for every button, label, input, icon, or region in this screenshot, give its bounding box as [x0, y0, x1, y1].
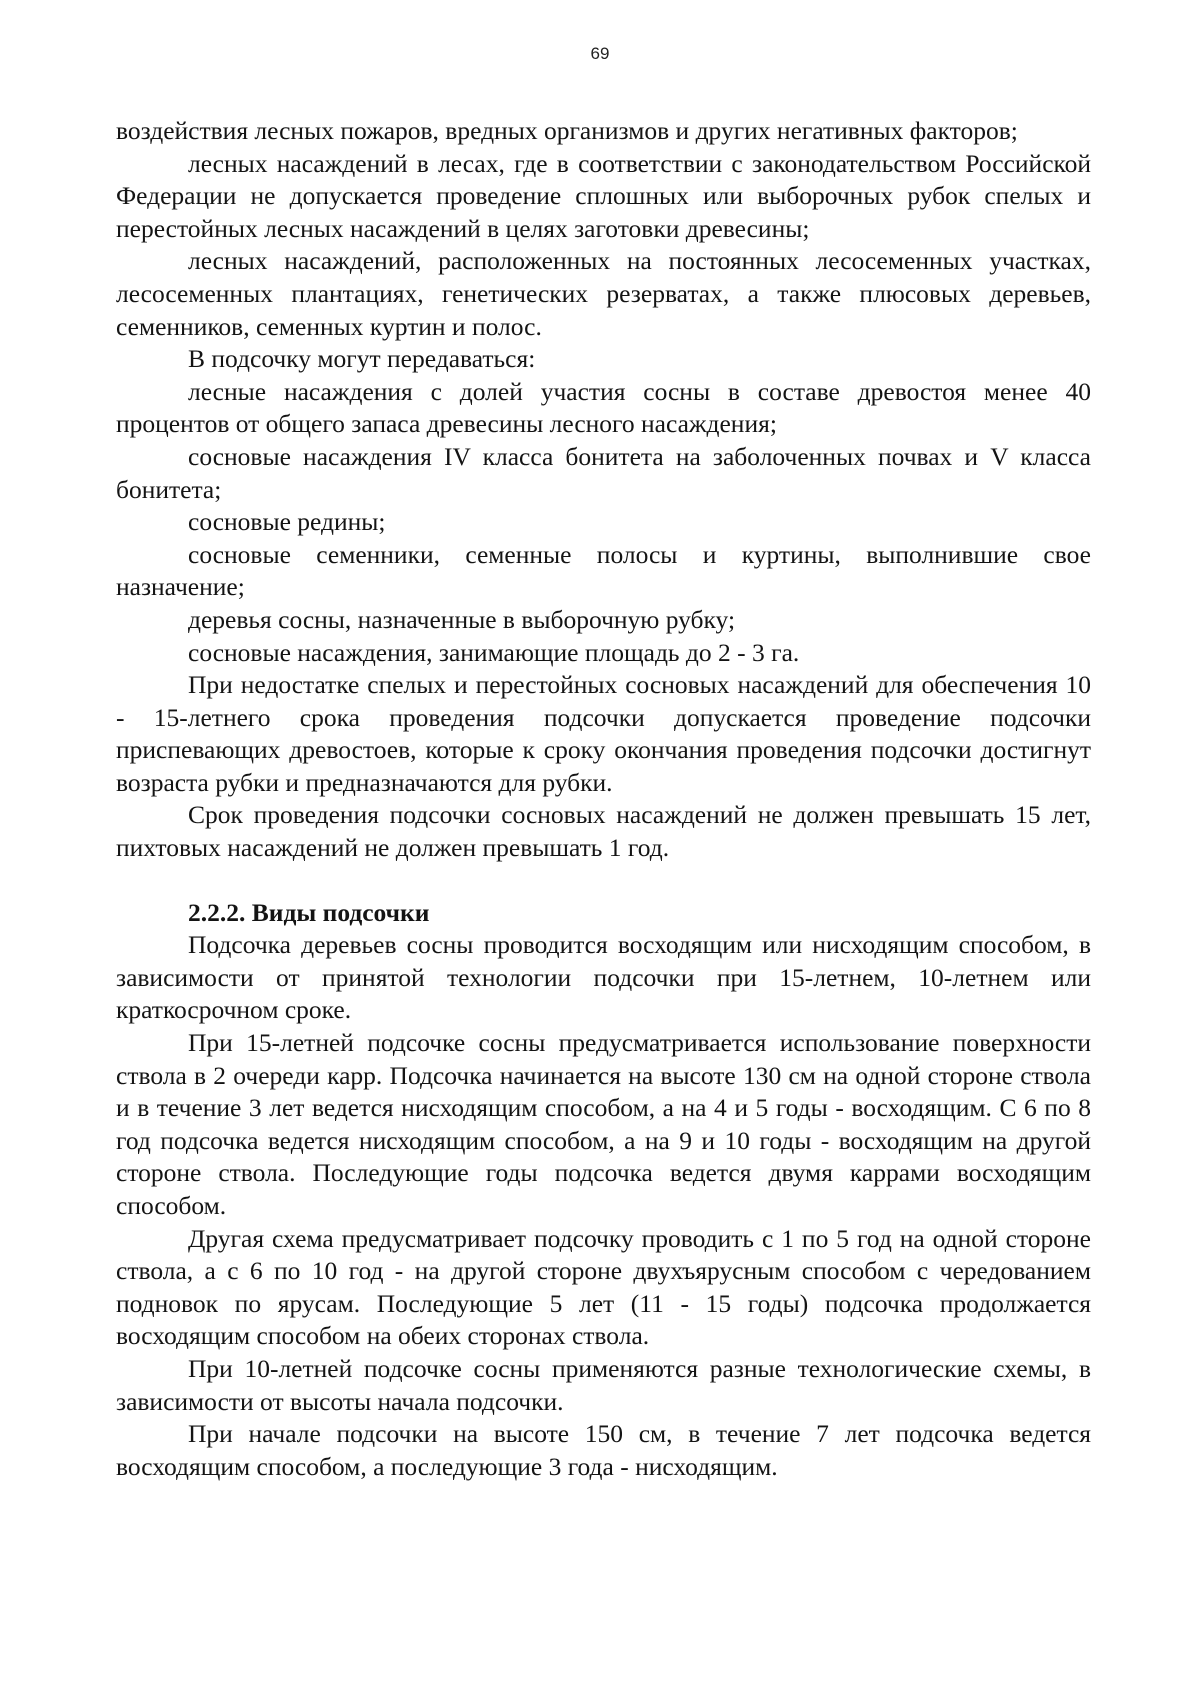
- section-heading: 2.2.2. Виды подсочки: [188, 897, 430, 927]
- paragraph: При 15-летней подсочке сосны предусматривается использование поверхности ствола в 2 очереди карр. Подсочка начинается на высоте 130 см на одной стороне ствола и в течение 3 лет ведется нисходящим способом, а на 4 и 5 годы - восходящим. С 6 по 8 год подсочка ведется нисходящим способом, а на 9 и 10 годы - восходящим на другой стороне ствола. Последующие годы подсочка ведется двумя каррами восходящим способом.: [116, 1028, 1091, 1220]
- paragraph: лесных насаждений, расположенных на постоянных лесосеменных участках, лесосеменных плантациях, генетических резерватах, а также плюсовых деревьев, семенников, семенных куртин и полос.: [116, 246, 1091, 341]
- paragraph: сосновые насаждения, занимающие площадь до 2 - 3 га.: [188, 637, 800, 667]
- paragraph: лесные насаждения с долей участия сосны в составе древостоя менее 40 процентов от общего запаса древесины лесного насаждения;: [116, 376, 1091, 439]
- paragraph: лесных насаждений в лесах, где в соответствии с законодательством Российской Федерации не допускается проведение сплошных или выборочных рубок спелых и перестойных лесных насаждений в целях заготовки древесины;: [116, 148, 1091, 243]
- paragraph: Срок проведения подсочки сосновых насаждений не должен превышать 15 лет, пихтовых насаждений не должен превышать 1 год.: [116, 800, 1091, 863]
- paragraph: При начале подсочки на высоте 150 см, в течение 7 лет подсочка ведется восходящим способом, а последующие 3 года - нисходящим.: [116, 1419, 1091, 1481]
- paragraph: сосновые насаждения IV класса бонитета на заболоченных почвах и V класса бонитета;: [116, 441, 1091, 504]
- page-number: 69: [590, 44, 610, 63]
- document-body: [116, 115, 1091, 1483]
- paragraph: Подсочка деревьев сосны проводится восходящим или нисходящим способом, в зависимости от принятой технологии подсочки при 15-летнем, 10-летнем или краткосрочном сроке.: [116, 930, 1091, 1025]
- paragraph: сосновые семенники, семенные полосы и куртины, выполнившие свое назначение;: [116, 539, 1091, 602]
- paragraph: При 10-летней подсочке сосны применяются разные технологические схемы, в зависимости от высоты начала подсочки.: [116, 1353, 1091, 1416]
- paragraph: деревья сосны, назначенные в выборочную рубку;: [188, 604, 736, 634]
- paragraph: При недостатке спелых и перестойных сосновых насаждений для обеспечения 10 - 15-летнего срока проведения подсочки допускается проведение подсочки приспевающих древостоев, которые к сроку окончания проведения подсочки достигнут возраста рубки и предназначаются для рубки.: [116, 670, 1091, 797]
- paragraph: сосновые редины;: [188, 507, 386, 537]
- paragraph: Другая схема предусматривает подсочку проводить с 1 по 5 год на одной стороне ствола, а с 6 по 10 год - на другой стороне двухъярусным способом с чередованием подновок по ярусам. Последующие 5 лет (11 - 15 годы) подсочка продолжается восходящим способом на обеих сторонах ствола.: [116, 1223, 1091, 1351]
- paragraph: В подсочку могут передаваться:: [188, 344, 536, 374]
- paragraph: воздействия лесных пожаров, вредных организмов и других негативных факторов;: [116, 116, 1018, 145]
